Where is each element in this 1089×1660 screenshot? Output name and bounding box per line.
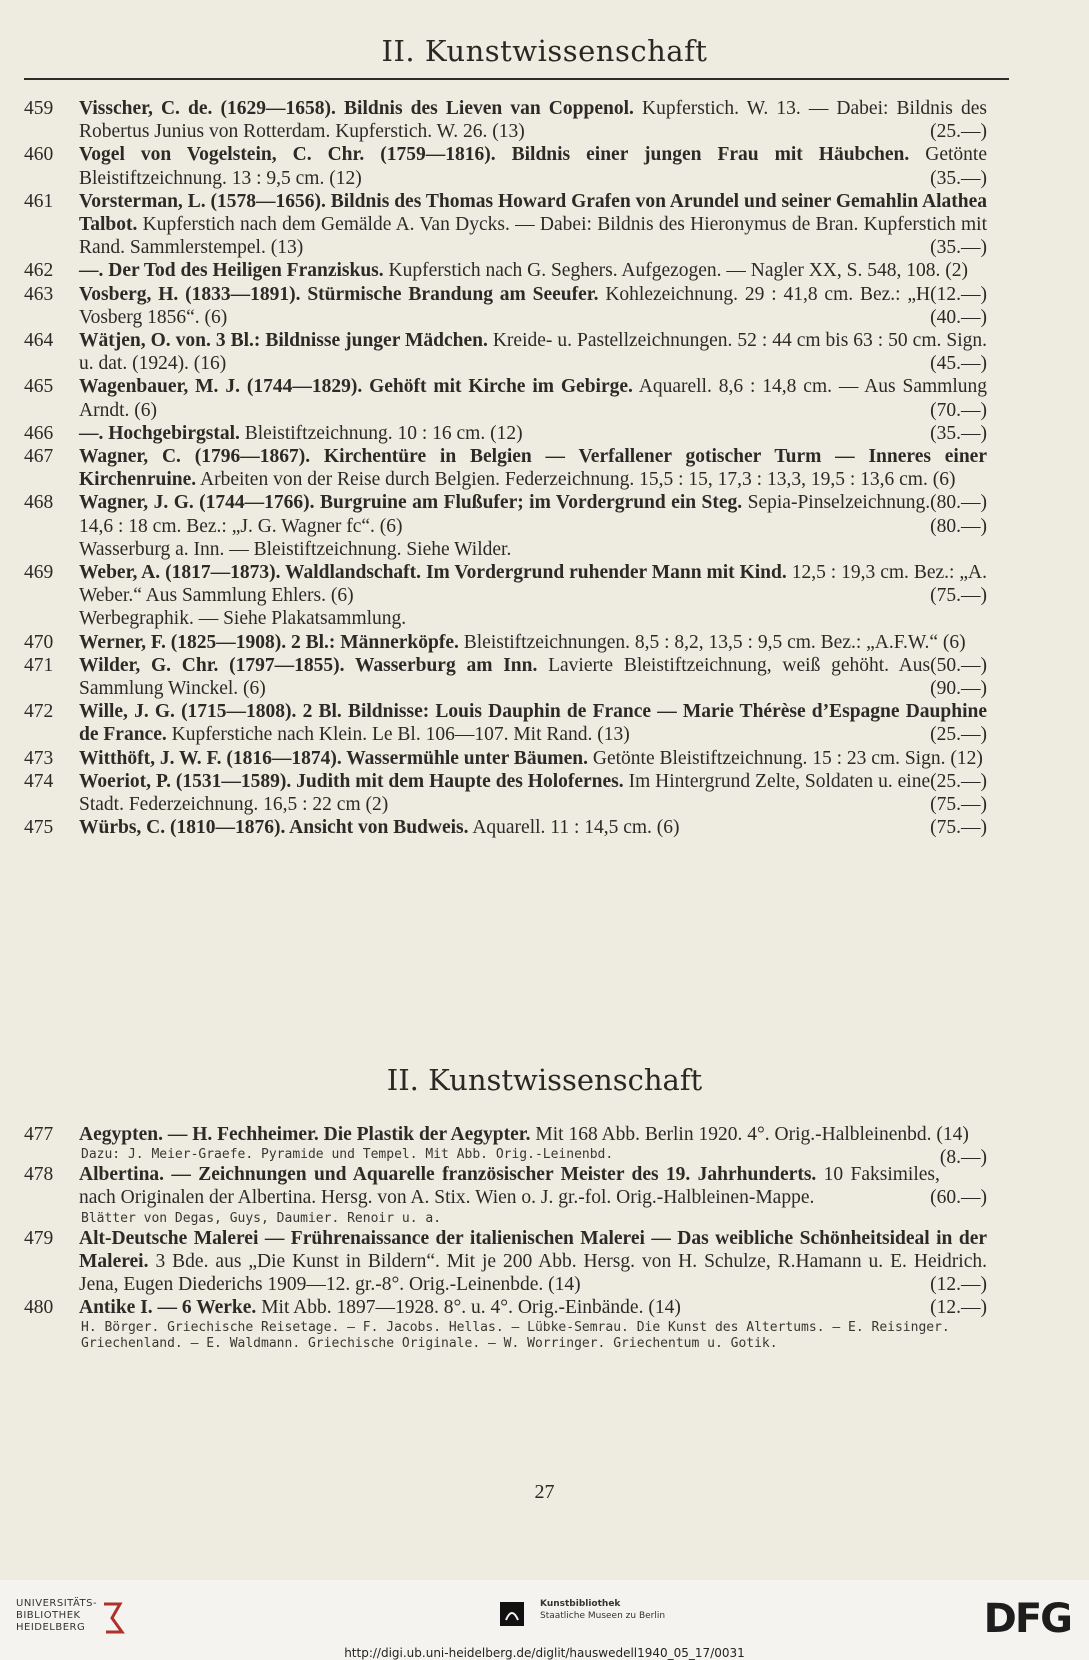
lot-number: 478 (24, 1164, 54, 1186)
lot-description (79, 283, 987, 329)
lot-number: 475 (24, 817, 54, 839)
footer-bar (0, 1580, 1089, 1660)
lot-entry (0, 143, 1089, 189)
lot-details: Aquarell. 11 : 14,5 cm. (6) (468, 817, 680, 839)
lot-number: 472 (24, 701, 54, 723)
lot-price: (60.—) (930, 1187, 987, 1209)
lot-entry (0, 1296, 1089, 1319)
kunstbibliothek-logo[interactable] (540, 1598, 665, 1622)
lot-note: Blätter von Degas, Guys, Daumier. Renoir u. a. (81, 1210, 442, 1226)
lot-description (79, 1163, 987, 1209)
lot-price: (50.—) (930, 654, 987, 676)
lot-details: Kohlezeichnung. 29 : 41,8 cm. Bez.: „H Vosberg 1856“. (6) (79, 283, 931, 328)
lot-description (79, 375, 987, 421)
lot-description (79, 329, 987, 375)
lot-title: Aegypten. — H. Fechheimer. Die Plastik der Aegypter. (79, 1124, 531, 1145)
university-library-logo[interactable] (16, 1598, 97, 1634)
lot-number: 471 (24, 654, 54, 676)
lot-price: (75.—) (930, 585, 987, 607)
section-title: II. Kunstwissenschaft (386, 1063, 703, 1097)
lot-price: (90.—) (930, 678, 987, 700)
lot-title: Wätjen, O. von. 3 Bl.: Bildnisse junger Mädchen. (79, 330, 488, 352)
lot-price: (75.—) (930, 817, 987, 839)
lot-description (79, 561, 987, 607)
lot-list-books (0, 1123, 1089, 1352)
lot-title: Witthöft, J. W. F. (1816—1874). Wassermühle unter Bäumen. (79, 747, 589, 769)
lot-title: Vosberg, H. (1833—1891). Stürmische Brandung am Seeufer. (79, 283, 599, 305)
lot-price: (35.—) (930, 237, 987, 259)
lot-list (0, 97, 1089, 840)
lot-description (79, 700, 987, 746)
permalink-url[interactable]: http://digi.ub.uni-heidelberg.de/diglit/hauswedell1940_05_17/0031 (344, 1646, 745, 1660)
cross-reference: Wasserburg a. Inn. — Bleistiftzeichnung. Siehe Wilder. (79, 538, 512, 560)
lot-entry (0, 283, 1089, 329)
lot-note: H. Börger. Griechische Reisetage. — F. Jacobs. Hellas. — Lübke-Semrau. Die Kunst des Altertums. — E. Reisinger. Griechenland. — E. Waldmann. Griechische Originale. — W. Worringer. Griechentum u. Gotik. (81, 1320, 950, 1352)
lot-title: Wilder, G. Chr. (1797—1855). Wasserburg am Inn. (79, 654, 538, 676)
lot-title: Weber, A. (1817—1873). Waldlandschaft. Im Vordergrund ruhender Mann mit Kind. (79, 562, 787, 584)
lot-entry (0, 770, 1089, 816)
lot-details: 3 Bde. aus „Die Kunst in Bildern“. Mit je 200 Abb. Hersg. von H. Schulze, R.Hamann u. E. Heidrich. Jena, Eugen Diederichs 1909—12. gr.-8°. Orig.-Leinenbde. (14) (79, 1250, 987, 1296)
lot-details: 12,5 : 19,3 cm. Bez.: „A. Weber.“ Aus Sammlung Ehlers. (6) (79, 562, 988, 607)
lot-title: Wille, J. G. (1715—1808). 2 Bl. Bildnisse: Louis Dauphin de France — Marie Thérèse d’Espagne Dauphine de France. (79, 701, 987, 746)
lot-entry (0, 654, 1089, 700)
lot-number: 464 (24, 330, 54, 352)
lot-title: Vorsterman, L. (1578—1656). Bildnis des Thomas Howard Grafen von Arundel und seiner Gemahlin Alathea Talbot. (79, 190, 987, 236)
lot-number: 479 (24, 1227, 54, 1249)
lot-entry (0, 491, 1089, 537)
lot-price: (25.—) (930, 770, 987, 792)
lot-price: (25.—) (930, 724, 987, 746)
lot-number: 465 (24, 376, 54, 398)
uni-line-3: HEIDELBERG (16, 1622, 86, 1633)
lot-entry (0, 1227, 1089, 1297)
lot-number: 461 (24, 190, 54, 212)
lot-description (79, 816, 987, 839)
lot-price: (35.—) (930, 422, 987, 444)
lot-price: (25.—) (930, 121, 987, 143)
lot-title: Würbs, C. (1810—1876). Ansicht von Budweis. (79, 817, 469, 839)
running-head: II. Kunstwissenschaft (381, 34, 708, 68)
lot-number: 470 (24, 631, 54, 653)
lot-title: Wagenbauer, M. J. (1744—1829). Gehöft mit Kirche im Gebirge. (79, 376, 633, 398)
lot-title: Werner, F. (1825—1908). 2 Bl.: Männerköpfe. (79, 631, 459, 653)
lot-number: 468 (24, 492, 54, 514)
lot-details: Kupferstich nach dem Gemälde A. Van Dycks. — Dabei: Bildnis des Hieronymus de Bran. Kupferstich mit Rand. Sammlerstempel. (13) (79, 214, 987, 259)
page-number: 27 (534, 1481, 555, 1503)
lot-title: —. Hochgebirgstal. (79, 422, 240, 444)
lot-entry (0, 190, 1089, 260)
lot-title: Alt-Deutsche Malerei — Frührenaissance der italienischen Malerei — Das weibliche Schönheitsideal in der Malerei. (79, 1227, 987, 1272)
lot-description (79, 143, 987, 189)
lot-price: (8.—) (939, 1147, 987, 1169)
lot-price: (35.—) (930, 167, 987, 189)
lot-details: Kupferstich nach G. Seghers. Aufgezogen. — Nagler XX, S. 548, 108. (2) (383, 260, 968, 282)
lot-number: 480 (24, 1297, 54, 1319)
lot-title: Woeriot, P. (1531—1589). Judith mit dem Haupte des Holofernes. (79, 770, 624, 792)
lot-price: (45.—) (930, 353, 987, 375)
heidelberg-mark-icon (100, 1600, 126, 1636)
uni-line-1: UNIVERSITÄTS- (16, 1598, 98, 1609)
lot-entry (0, 816, 1089, 839)
lot-entry (0, 700, 1089, 746)
lot-details: Bleistiftzeichnungen. 8,5 : 8,2, 13,5 : 9,5 cm. Bez.: „A.F.W.“ (6) (458, 631, 966, 653)
lot-details: Kupferstich. W. 13. — Dabei: Bildnis des Robertus Junius von Rotterdam. Kupferstich. W. 26. (13) (79, 98, 987, 143)
uni-line-2: BIBLIOTHEK (16, 1610, 81, 1621)
lot-details: Arbeiten von der Reise durch Belgien. Federzeichnung. 15,5 : 15, 17,3 : 13,3, 19,5 : 13,6 cm. (6) (196, 469, 956, 491)
lot-price: (12.—) (930, 1297, 987, 1319)
lot-number: 460 (24, 144, 54, 166)
lot-title: Visscher, C. de. (1629—1658). Bildnis des Lieven van Coppenol. (79, 98, 634, 119)
lot-description (79, 770, 987, 816)
lot-description (79, 654, 987, 700)
lot-price: (12.—) (930, 1274, 987, 1296)
lot-details: Kupferstiche nach Klein. Le Bl. 106—107. Mit Rand. (13) (166, 724, 630, 746)
kb-subtitle: Staatliche Museen zu Berlin (540, 1611, 666, 1621)
lot-entry (0, 561, 1089, 607)
lot-price: (70.—) (930, 399, 987, 421)
lot-price: (12.—) (930, 283, 987, 305)
lot-details: Lavierte Bleistiftzeichnung, weiß gehöht. Aus Sammlung Winckel. (6) (79, 654, 931, 700)
lot-number: 469 (24, 562, 54, 584)
lot-details: 10 Faksimiles, nach Originalen der Albertina. Hersg. von A. Stix. Wien o. J. gr.-fol. Orig.-Halbleinen-Mappe. (79, 1164, 940, 1209)
lot-price: (75.—) (930, 794, 987, 816)
header-rule (24, 78, 1009, 80)
lot-description (79, 1227, 987, 1297)
lot-number: 477 (24, 1124, 54, 1145)
lot-details: Getönte Bleistiftzeichnung. 15 : 23 cm. Sign. (12) (588, 747, 983, 769)
lot-entry (0, 422, 1089, 445)
lot-details: Getönte Bleistiftzeichnung. 13 : 9,5 cm. (12) (79, 144, 987, 189)
lot-entry (0, 375, 1089, 421)
lot-description (79, 190, 987, 260)
lot-entry (0, 1163, 1089, 1209)
lot-title: Albertina. — Zeichnungen und Aquarelle französischer Meister des 19. Jahrhunderts. (79, 1164, 817, 1186)
lot-price: (80.—) (930, 492, 987, 514)
lot-title: Antike I. — 6 Werke. (79, 1297, 257, 1319)
lot-description (79, 491, 987, 537)
kb-title: Kunstbibliothek (540, 1599, 621, 1609)
lot-details: Kreide- u. Pastellzeichnungen. 52 : 44 cm bis 63 : 50 cm. Sign. u. dat. (1924). (16) (79, 330, 987, 375)
lot-note: Dazu: J. Meier-Graefe. Pyramide und Tempel. Mit Abb. Orig.-Leinenbd. (81, 1147, 614, 1163)
lot-number: 462 (24, 260, 54, 282)
lot-number: 459 (24, 98, 54, 119)
lot-details: Mit 168 Abb. Berlin 1920. 4°. Orig.-Halbleinenbd. (14) (530, 1124, 969, 1145)
lot-title: Wagner, C. (1796—1867). Kirchentüre in Belgien — Verfallener gotischer Turm — Inneres einer Kirchenruine. (79, 446, 987, 491)
lot-title: Wagner, J. G. (1744—1766). Burgruine am Flußufer; im Vordergrund ein Steg. (79, 492, 743, 514)
lot-title: —. Der Tod des Heiligen Franziskus. (79, 260, 384, 282)
lot-number: 463 (24, 283, 54, 305)
lot-number: 474 (24, 770, 54, 792)
dfg-logo[interactable]: DFG (983, 1596, 1071, 1642)
lot-entry (0, 329, 1089, 375)
lot-description (79, 97, 987, 143)
cross-reference: Werbegraphik. — Siehe Plakatsammlung. (79, 608, 407, 630)
lot-title: Vogel von Vogelstein, C. Chr. (1759—1816). Bildnis einer jungen Frau mit Häubchen. (79, 144, 910, 166)
lot-details: Sepia-Pinselzeichnung. 14,6 : 18 cm. Bez.: „J. G. Wagner fc“. (6) (79, 492, 931, 537)
lot-price: (40.—) (930, 306, 987, 328)
lot-details: Mit Abb. 1897—1928. 8°. u. 4°. Orig.-Einbände. (14) (256, 1297, 681, 1319)
lot-number: 466 (24, 422, 54, 444)
lot-details: Aquarell. 8,6 : 14,8 cm. — Aus Sammlung Arndt. (6) (79, 376, 988, 421)
lot-number: 473 (24, 747, 54, 769)
lot-description (79, 1296, 987, 1319)
lot-number: 467 (24, 446, 54, 468)
lot-details: Im Hintergrund Zelte, Soldaten u. eine Stadt. Federzeichnung. 16,5 : 22 cm (2) (79, 770, 931, 816)
lot-entry (0, 97, 1089, 143)
kunstbibliothek-icon (498, 1600, 526, 1628)
lot-details: Bleistiftzeichnung. 10 : 16 cm. (12) (239, 422, 523, 444)
lot-description (79, 422, 987, 445)
lot-price: (80.—) (930, 515, 987, 537)
